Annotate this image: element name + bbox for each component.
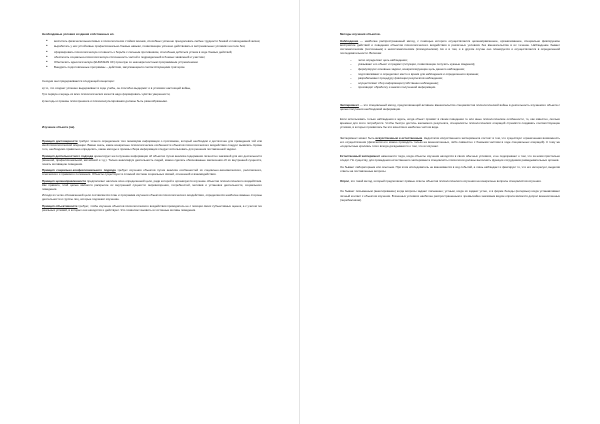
extra-text: Исходя из четко обозначенной цели составляется план и программа изучения объектов психологического воздействия, определяются наиболее важные стороны деятельности и группы лиц, которые подлежат изучению. [42,193,262,202]
principle-text: требует изучения объектов путем анализа особенностей их социально-экономического, религиозного, этнического и правового положения. Объекты существуют в сложной системе социальных связей, отношений и взаимодействия. [42,168,262,177]
list-item: – подготавливают и определяют место и время для наблюдения и определенного времени; [340,72,560,76]
principle-objectivity [42,204,262,212]
list-item: – формулируют основные задачи, конкретизирующие цель данного наблюдения; [340,67,560,71]
experiment-lead: Эксперимент может быть [340,135,376,140]
right-page [300,0,600,424]
list-item: ● Обеспечить идеологическую (EURASIAN UF) прошлую со неконкретностным программным устремлением. [42,60,262,64]
conditions-list [42,39,262,69]
observation-text: — наиболее распространенный метод, с помощью которого осуществляется целенаправленное, организованное, специально фиксируемое восприятие действий и поведения объектов психологического воздействия в различных условиях без вмешательства в их течение. Наблюдение бывает систематическим (постоянным) и несистематическим (эпизодическим). Но и в том, и в другом случае оно планируется и осуществляется в определенной последовательности. Включая: [340,39,560,56]
experiment-term: Эксперимент [340,102,359,107]
experiment-paragraph [340,103,560,111]
list-item: ● выработать у них устойчивые профессионально-боевые навыки, позволяющие успешно действовать в экстремальных условиях на поле боя; [42,44,262,48]
conditions-heading: Необходимые условия создания собственных ил. [42,32,115,36]
observation-paragraph [340,39,560,55]
principle-activity [42,154,262,166]
list-item: – четко определяют цель наблюдения; [340,58,560,62]
concepts-intro: Сегодня они придерживаются следующей концепции : [42,79,116,84]
observation-term: Наблюдение [340,39,359,44]
concept-c: в) методы и приемы психотренинга и психоконсультирования должны быть разнообразными. [42,98,168,103]
observation-steps [340,58,560,90]
principle-term: Принцип объективности [42,203,78,208]
list-item: – указывают его объект и предмет (ситуации, позволяющие получить нужные сведения); [340,62,560,66]
concept-a: а) то, что создает успешно выдерживает в ходе учебы, он способно выдержит и в условиях настоящей войны, [42,85,191,90]
principle-term: Принцип социально-конфессионального подхода [42,168,116,173]
principle-social [42,168,262,176]
natural-paragraph-2: Он бывает лабораторным или опытным. При этом исследователь не вмешивается в ход событий, а лишь наблюдает и фиксирует то, что его интересует, выделяя ответы на поставленные вопросы. [340,164,560,173]
study-heading: Изучение объекта (ов). [42,125,76,130]
methods-heading: Методы изучения объектов. [340,32,381,36]
list-item: – осуществляют сбор информации (собственно наблюдение); [340,81,560,85]
survey-text: , это такой метод, который предполагает прямые ответы объектов психологического изучения на конкретные вопросы специалистов изучения. [349,179,542,184]
page-gutter [299,0,300,424]
list-item: ● сформировать психологическую готовность к борьбе с сильным противником, способным добиться успеха в ходе боевых действий; [42,50,262,54]
natural-term: Естественный эксперимент [340,154,381,159]
principle-text: требует точного определения того минимума информации о противнике, который необходим и достаточен для проведения той или иной психологической операции. Важно знать, какие конкретные психологические особенности объектов психологического воздействия следует выявлять. Кроме того, необходимо правильно определить, какие методы и приемы сбора информации следует использовать для решения поставленной задачи. [42,139,262,152]
survey-paragraph-2: Он бывает письменным (анкетирование) когда вопросы задают письменно; устным, когда их задают устно, и в форме беседы (интервью) когда устанавливают личный контакт с объектом изучения. В военных условиях наиболее распространенным и чрезвычайно значимым видом опроса является допрос военнопленных (перебежчиков). [340,189,560,202]
principle-text: предполагает наличие ясно определенной цели, ради которой и организуется изучение объектов психологического воздействия. Как правило, этой целью является раскрытие их внутренней сущности: мировоззрения, потребностей, мотивов и установок деятельности, социального поведения. [42,178,262,191]
list-item: ● Внедрить подготовленные программы – действия, запускающиеся соответствующими триггером. [42,65,262,69]
principle-term: Принцип деятельностного подхода [42,153,94,158]
experiment-kinds-text: . Недостатки искусственного эксперимента состоят в том, что существует ограниченная возможность его осуществления (физически его можно проводить только на военнопленных, либо совместно с боевыми частями в ходе специальных операций). К тому же «подопытные кролики» этого всегда догадываются о том, что их изучают. [340,135,560,148]
list-item: – производят обработку и анализ полученной информации. [340,85,560,89]
survey-term: Опрос [340,179,350,184]
experiment-paragraph-3 [340,136,560,148]
principle-text: требует, чтобы изучение объектов психологического воздействия проводилось не с позиции своих субъективных оценок, а с учетом тех реальных условий, в которых они находятся и действуют. Это позволяет выявить их истинные мотивы поведения. [42,203,262,212]
principle-purpose [42,179,262,191]
experiment-kinds-term: искусственным и естественным [375,135,423,140]
list-item: ● воспитать физически выносливых и психологически стойких воинов, способных успешно преодолевать любые трудности боевой и повседневной жизни; [42,39,262,43]
experiment-text: — это специальный метод, предполагающий активное вмешательство специалистов психологической войны в деятельность изучаемого объекта с целью получения необходимой информации. [340,102,560,111]
natural-text: намечается тогда, когда объекты изучения находятся в своих обычных условиях, и не подозревают о том, что за ними пристально следят. По существу, для проведения естественного эксперимента специалисты психологии должны выполнить функции сотрудников разведывательных органов. [340,154,560,163]
survey-paragraph [340,179,560,183]
principle-term: Принцип достоверности [42,139,78,144]
list-item: ● обеспечить социально-психологическую сплоченность частей и подразделений в боевых заявлений и участиях; [42,55,262,59]
concept-b: б) в первую очередь из всех психологических качеств надо формировать чувство уверенности, [42,92,171,97]
principle-term: Принцип целенаправленности [42,178,87,183]
natural-paragraph [340,154,560,162]
experiment-paragraph-2: Если использовать только наблюдения и ждать, когда объект проявит в своем поведении те или иные психологические особенности, то, как известно, сколько времени для этого потребуется. Чтобы быстро достичь желаемого результата, специалисты психологических операций стремятся создавать соответствующие условия, в которых проявились бы эти качества в наиболее чистом виде. [340,117,560,130]
principle-text: ориентирует на получение информации об объектах путем анализа содержания личностно значимой для них деятельности (военной, профессиональной, житейской и т.д.). Только анализируя деятельность людей, можно сделать обоснованные заключения об их внутренней сущности, понять мотивацию поведения. [42,153,262,166]
principle-reliability [42,139,262,151]
list-item: – разрабатывают процедуру фиксации результатов наблюдения; [340,76,560,80]
